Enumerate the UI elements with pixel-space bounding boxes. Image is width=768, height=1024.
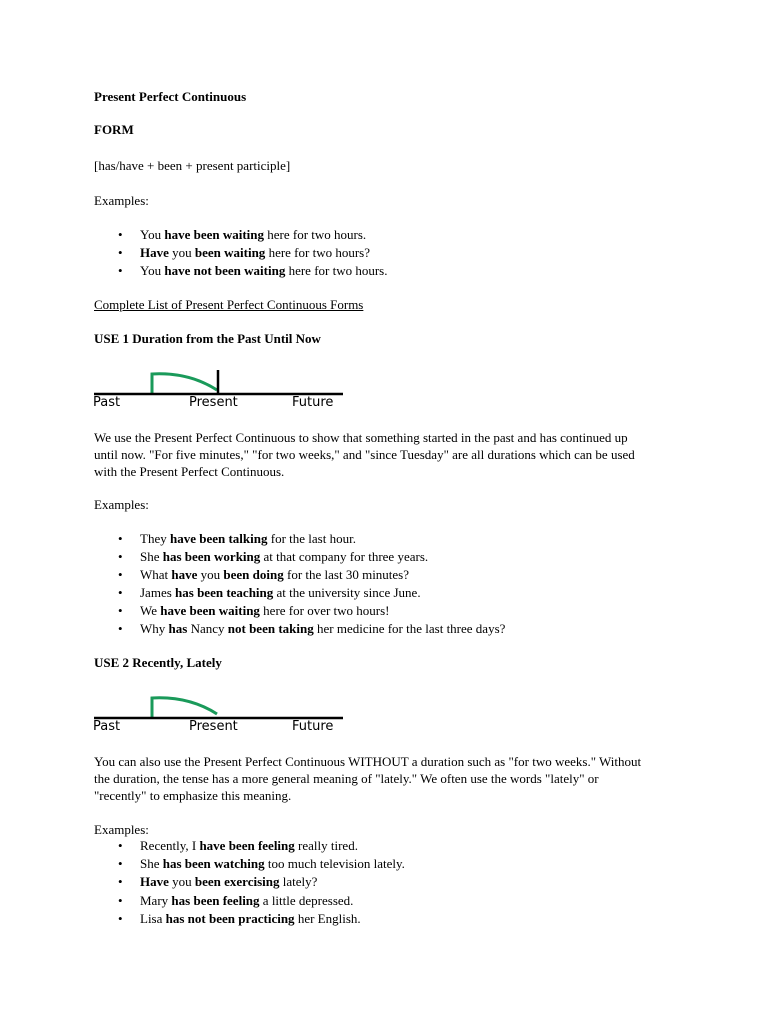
plain-text: lately? — [279, 874, 318, 890]
plain-text: a little depressed. — [259, 892, 354, 908]
plain-text: Why — [140, 621, 169, 636]
bold-verb-phrase: have been feeling — [199, 838, 295, 853]
bold-verb-phrase: been doing — [223, 567, 284, 582]
bold-verb-phrase: have been talking — [169, 531, 268, 546]
plain-text: really tired. — [294, 838, 358, 853]
bold-verb-phrase: has been watching — [162, 856, 265, 872]
list-item — [94, 549, 505, 567]
bold-verb-phrase: Have — [140, 245, 169, 260]
timeline-arc — [152, 374, 217, 394]
plain-text: for the last 30 minutes? — [283, 567, 410, 582]
use1-timeline — [93, 368, 345, 414]
timeline-past-label: Past — [93, 719, 121, 734]
bold-verb-phrase: not been taking — [227, 621, 314, 636]
list-item — [94, 531, 505, 549]
use1-paragraph: We use the Present Perfect Continuous to show that something started in the past and has continued up until now. "For five minutes," "for two weeks," and "since Tuesday" are all durations which can be used with the Present Perfect Continuous. — [94, 430, 635, 479]
bold-verb-phrase: Have — [140, 874, 169, 890]
plain-text: Recently, I — [140, 838, 200, 853]
list-item — [94, 911, 405, 929]
plain-text: here for two hours? — [265, 245, 370, 260]
plain-text: you — [168, 874, 195, 890]
use1-examples-list — [94, 531, 505, 639]
bold-verb-phrase: has not been practicing — [165, 910, 295, 926]
use1-examples-label: Examples: — [94, 497, 149, 512]
form-examples-label: Examples: — [94, 193, 149, 208]
bold-verb-phrase: have been waiting — [160, 603, 260, 618]
use1-heading: USE 1 Duration from the Past Until Now — [94, 331, 321, 346]
plain-text: too much television lately. — [264, 856, 405, 872]
plain-text: You — [140, 263, 165, 278]
list-item — [94, 245, 388, 263]
plain-text: She — [140, 549, 163, 564]
plain-text: you — [197, 567, 224, 582]
plain-text: You — [140, 227, 165, 242]
form-heading: FORM — [94, 122, 134, 137]
list-item — [94, 567, 505, 585]
list-item — [94, 621, 505, 639]
bold-verb-phrase: been exercising — [194, 874, 280, 890]
plain-text: her English. — [294, 910, 361, 926]
form-formula: [has/have + been + present participle] — [94, 158, 291, 173]
plain-text: What — [140, 567, 172, 582]
timeline-past-label: Past — [93, 395, 121, 410]
timeline-future-label: Future — [292, 719, 334, 734]
use2-examples-list — [94, 838, 405, 929]
plain-text: Mary — [140, 892, 172, 908]
bold-verb-phrase: has — [168, 621, 188, 636]
use2-examples-label: Examples: — [94, 822, 149, 837]
timeline-arc — [152, 698, 217, 718]
bold-verb-phrase: have not been waiting — [164, 263, 286, 278]
plain-text: We — [140, 603, 161, 618]
plain-text: you — [168, 245, 195, 260]
plain-text: They — [140, 531, 170, 546]
plain-text: James — [140, 585, 176, 600]
timeline-present-label: Present — [189, 395, 238, 410]
bold-verb-phrase: has been working — [162, 549, 261, 564]
page-title: Present Perfect Continuous — [94, 89, 247, 104]
plain-text: Nancy — [187, 621, 228, 636]
list-item — [94, 838, 405, 856]
plain-text: her medicine for the last three days? — [313, 621, 506, 636]
timeline-present-label: Present — [189, 719, 238, 734]
timeline-future-label: Future — [292, 395, 334, 410]
plain-text: Lisa — [140, 910, 166, 926]
plain-text: She — [140, 856, 163, 872]
list-item — [94, 603, 505, 621]
list-item — [94, 585, 505, 603]
plain-text: here for over two hours! — [259, 603, 390, 618]
use2-paragraph: You can also use the Present Perfect Continuous WITHOUT a duration such as "for two weeks." Without the duration, the tense has a more general meaning of "lately." We often use the words "lately" or "recently" to emphasize this meaning. — [94, 754, 642, 803]
list-item — [94, 227, 388, 245]
plain-text: here for two hours. — [264, 227, 367, 242]
use2-heading: USE 2 Recently, Lately — [94, 655, 222, 670]
list-item — [94, 874, 405, 892]
plain-text: at that company for three years. — [260, 549, 429, 564]
bold-verb-phrase: has been feeling — [171, 892, 260, 908]
list-item — [94, 856, 405, 874]
bold-verb-phrase: have been waiting — [164, 227, 265, 242]
bold-verb-phrase: has been teaching — [175, 585, 274, 600]
bold-verb-phrase: have — [171, 567, 198, 582]
plain-text: at the university since June. — [273, 585, 421, 600]
plain-text: here for two hours. — [285, 263, 388, 278]
list-item — [94, 263, 388, 281]
plain-text: for the last hour. — [267, 531, 356, 546]
use2-timeline — [93, 692, 345, 738]
form-examples-list — [94, 227, 388, 281]
list-item — [94, 893, 405, 911]
bold-verb-phrase: been waiting — [194, 245, 266, 260]
complete-list-link[interactable]: Complete List of Present Perfect Continuous Forms — [94, 297, 364, 312]
